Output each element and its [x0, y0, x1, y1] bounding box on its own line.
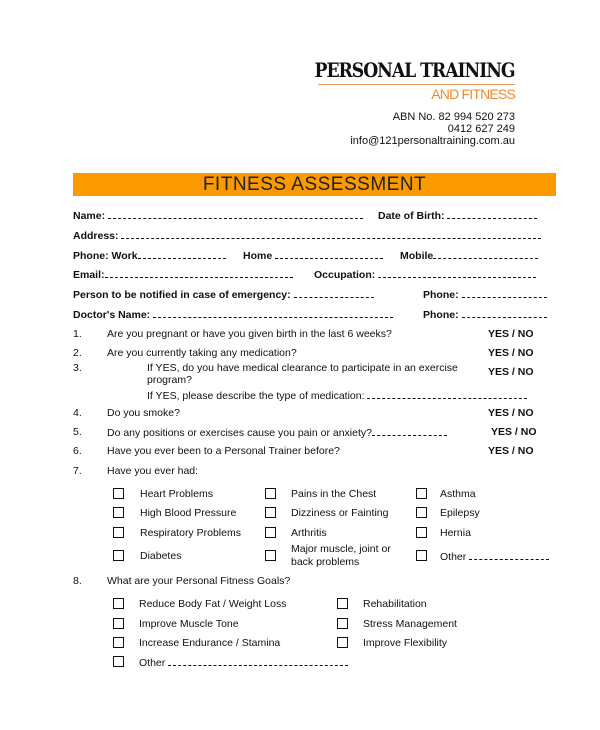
option-label: Increase Endurance / Stamina — [139, 637, 281, 649]
option-label: Other — [440, 551, 467, 563]
question-number: 7. — [73, 465, 82, 477]
home-field[interactable] — [243, 249, 383, 262]
title-bar — [73, 173, 556, 196]
option-label: Pains in the Chest — [291, 488, 377, 500]
option-label: Stress Management — [363, 618, 457, 630]
emergency-phone-label: Phone: — [423, 289, 459, 301]
phone-work-field[interactable] — [73, 249, 226, 262]
question-text: Are you pregnant or have you given birth in the last 6 weeks? — [107, 328, 392, 340]
mobile-input[interactable] — [433, 249, 538, 259]
emergency-phone-field[interactable] — [423, 288, 547, 301]
abn: ABN No. 82 994 520 273 — [392, 111, 515, 123]
question-text: Are you currently taking any medication? — [107, 347, 297, 359]
question-text: If YES, please describe the type of medication: — [147, 390, 365, 402]
dob-field[interactable] — [378, 209, 537, 222]
question-number: 1. — [73, 328, 82, 340]
option-label: Other — [139, 657, 166, 669]
checkbox-chest-pain[interactable] — [265, 488, 276, 499]
medication-field[interactable] — [147, 389, 527, 402]
question-text: Have you ever had: — [107, 465, 199, 477]
doctor-field[interactable] — [73, 308, 393, 321]
option-label: Respiratory Problems — [140, 527, 241, 539]
option-label: Major muscle, joint or back problems — [291, 543, 391, 568]
option-label: Heart Problems — [140, 488, 213, 500]
checkbox-arthritis[interactable] — [265, 527, 276, 538]
emergency-phone-input[interactable] — [462, 288, 547, 298]
yes-no-choice[interactable]: YES / NO — [488, 366, 534, 378]
dob-label: Date of Birth: — [378, 210, 445, 222]
question-text: If YES, do you have medical clearance to participate in an exercise program? — [147, 362, 458, 386]
emergency-input[interactable] — [294, 288, 374, 298]
phone-work-input[interactable] — [138, 249, 226, 259]
dob-input[interactable] — [447, 209, 537, 219]
email-label: Email: — [73, 269, 105, 281]
checkbox-respiratory[interactable] — [113, 527, 124, 538]
question-text: Have you ever been to a Personal Trainer before? — [107, 445, 340, 457]
option-label: Hernia — [440, 527, 471, 539]
doctor-phone-field[interactable] — [423, 308, 547, 321]
option-label: High Blood Pressure — [140, 507, 237, 519]
question-number: 8. — [73, 575, 82, 587]
checkbox-diabetes[interactable] — [113, 550, 124, 561]
checkbox-flexibility[interactable] — [337, 637, 348, 648]
contact-phone: 0412 627 249 — [447, 123, 515, 135]
checkbox-hernia[interactable] — [416, 527, 427, 538]
yes-no-choice[interactable]: YES / NO — [488, 347, 534, 359]
doctor-phone-input[interactable] — [462, 308, 547, 318]
occupation-field[interactable] — [314, 268, 536, 281]
name-field[interactable] — [73, 209, 363, 222]
option-label: Asthma — [440, 488, 476, 500]
option-label: Rehabilitation — [363, 598, 427, 610]
emergency-label: Person to be notified in case of emergency: — [73, 289, 291, 301]
home-input[interactable] — [275, 249, 383, 259]
occupation-input[interactable] — [378, 268, 536, 278]
checkbox-epilepsy[interactable] — [416, 507, 427, 518]
question-text: Do any positions or exercises cause you pain or anxiety? — [107, 427, 372, 439]
question-text: Do you smoke? — [107, 407, 180, 419]
other-condition-input[interactable] — [469, 550, 549, 560]
question-number: 4. — [73, 407, 82, 419]
question-number: 5. — [73, 426, 82, 438]
checkbox-endurance[interactable] — [113, 637, 124, 648]
brand-subtitle: AND FITNESS — [431, 86, 515, 102]
question-text: What are your Personal Fitness Goals? — [107, 575, 291, 587]
option-label: Improve Muscle Tone — [139, 618, 239, 630]
phone-work-label: Phone: Work — [73, 250, 138, 262]
checkbox-other-condition[interactable] — [416, 550, 427, 561]
option-label: Arthritis — [291, 527, 327, 539]
pain-input[interactable] — [372, 426, 447, 436]
yes-no-choice[interactable]: YES / NO — [488, 328, 534, 340]
checkbox-high-blood-pressure[interactable] — [113, 507, 124, 518]
yes-no-choice[interactable]: YES / NO — [488, 407, 534, 419]
home-label: Home — [243, 250, 273, 262]
checkbox-heart-problems[interactable] — [113, 488, 124, 499]
option-label: Dizziness or Fainting — [291, 507, 389, 519]
name-input[interactable] — [108, 209, 363, 219]
option-label: Reduce Body Fat / Weight Loss — [139, 598, 287, 610]
mobile-field[interactable] — [400, 249, 538, 262]
option-label: Epilepsy — [440, 507, 480, 519]
checkbox-muscle-joint-back[interactable] — [265, 550, 276, 561]
brand-logo: PERSONAL TRAINING — [314, 58, 515, 82]
checkbox-dizziness[interactable] — [265, 507, 276, 518]
address-field[interactable] — [73, 229, 541, 242]
question-number: 3. — [73, 362, 82, 374]
question-number: 2. — [73, 347, 82, 359]
name-label: Name: — [73, 210, 106, 222]
yes-no-choice[interactable]: YES / NO — [488, 445, 534, 457]
mobile-label: Mobile — [400, 250, 434, 262]
medication-input[interactable] — [367, 389, 527, 399]
pain-field[interactable] — [107, 426, 447, 439]
occupation-label: Occupation: — [314, 269, 376, 281]
yes-no-choice[interactable]: YES / NO — [491, 426, 537, 438]
checkbox-rehabilitation[interactable] — [337, 598, 348, 609]
emergency-field[interactable] — [73, 288, 374, 301]
doctor-input[interactable] — [153, 308, 393, 318]
checkbox-reduce-body-fat[interactable] — [113, 598, 124, 609]
other-goal-field[interactable] — [139, 656, 348, 669]
brand-divider — [318, 84, 515, 85]
checkbox-asthma[interactable] — [416, 488, 427, 499]
form-title: FITNESS ASSESSMENT — [202, 174, 427, 195]
contact-email: info@121personaltraining.com.au — [350, 135, 515, 147]
checkbox-muscle-tone[interactable] — [113, 618, 124, 629]
checkbox-stress-management[interactable] — [337, 618, 348, 629]
other-goal-input[interactable] — [168, 656, 348, 666]
address-input[interactable] — [121, 229, 541, 239]
email-input[interactable] — [105, 268, 293, 278]
doctor-phone-label: Phone: — [423, 309, 459, 321]
option-label: Diabetes — [140, 550, 182, 562]
other-condition-field[interactable] — [440, 550, 549, 563]
doctor-label: Doctor's Name: — [73, 309, 151, 321]
question-number: 6. — [73, 445, 82, 457]
email-field[interactable] — [73, 268, 293, 281]
option-label: Improve Flexibility — [363, 637, 448, 649]
checkbox-other-goal[interactable] — [113, 656, 124, 667]
address-label: Address: — [73, 230, 119, 242]
